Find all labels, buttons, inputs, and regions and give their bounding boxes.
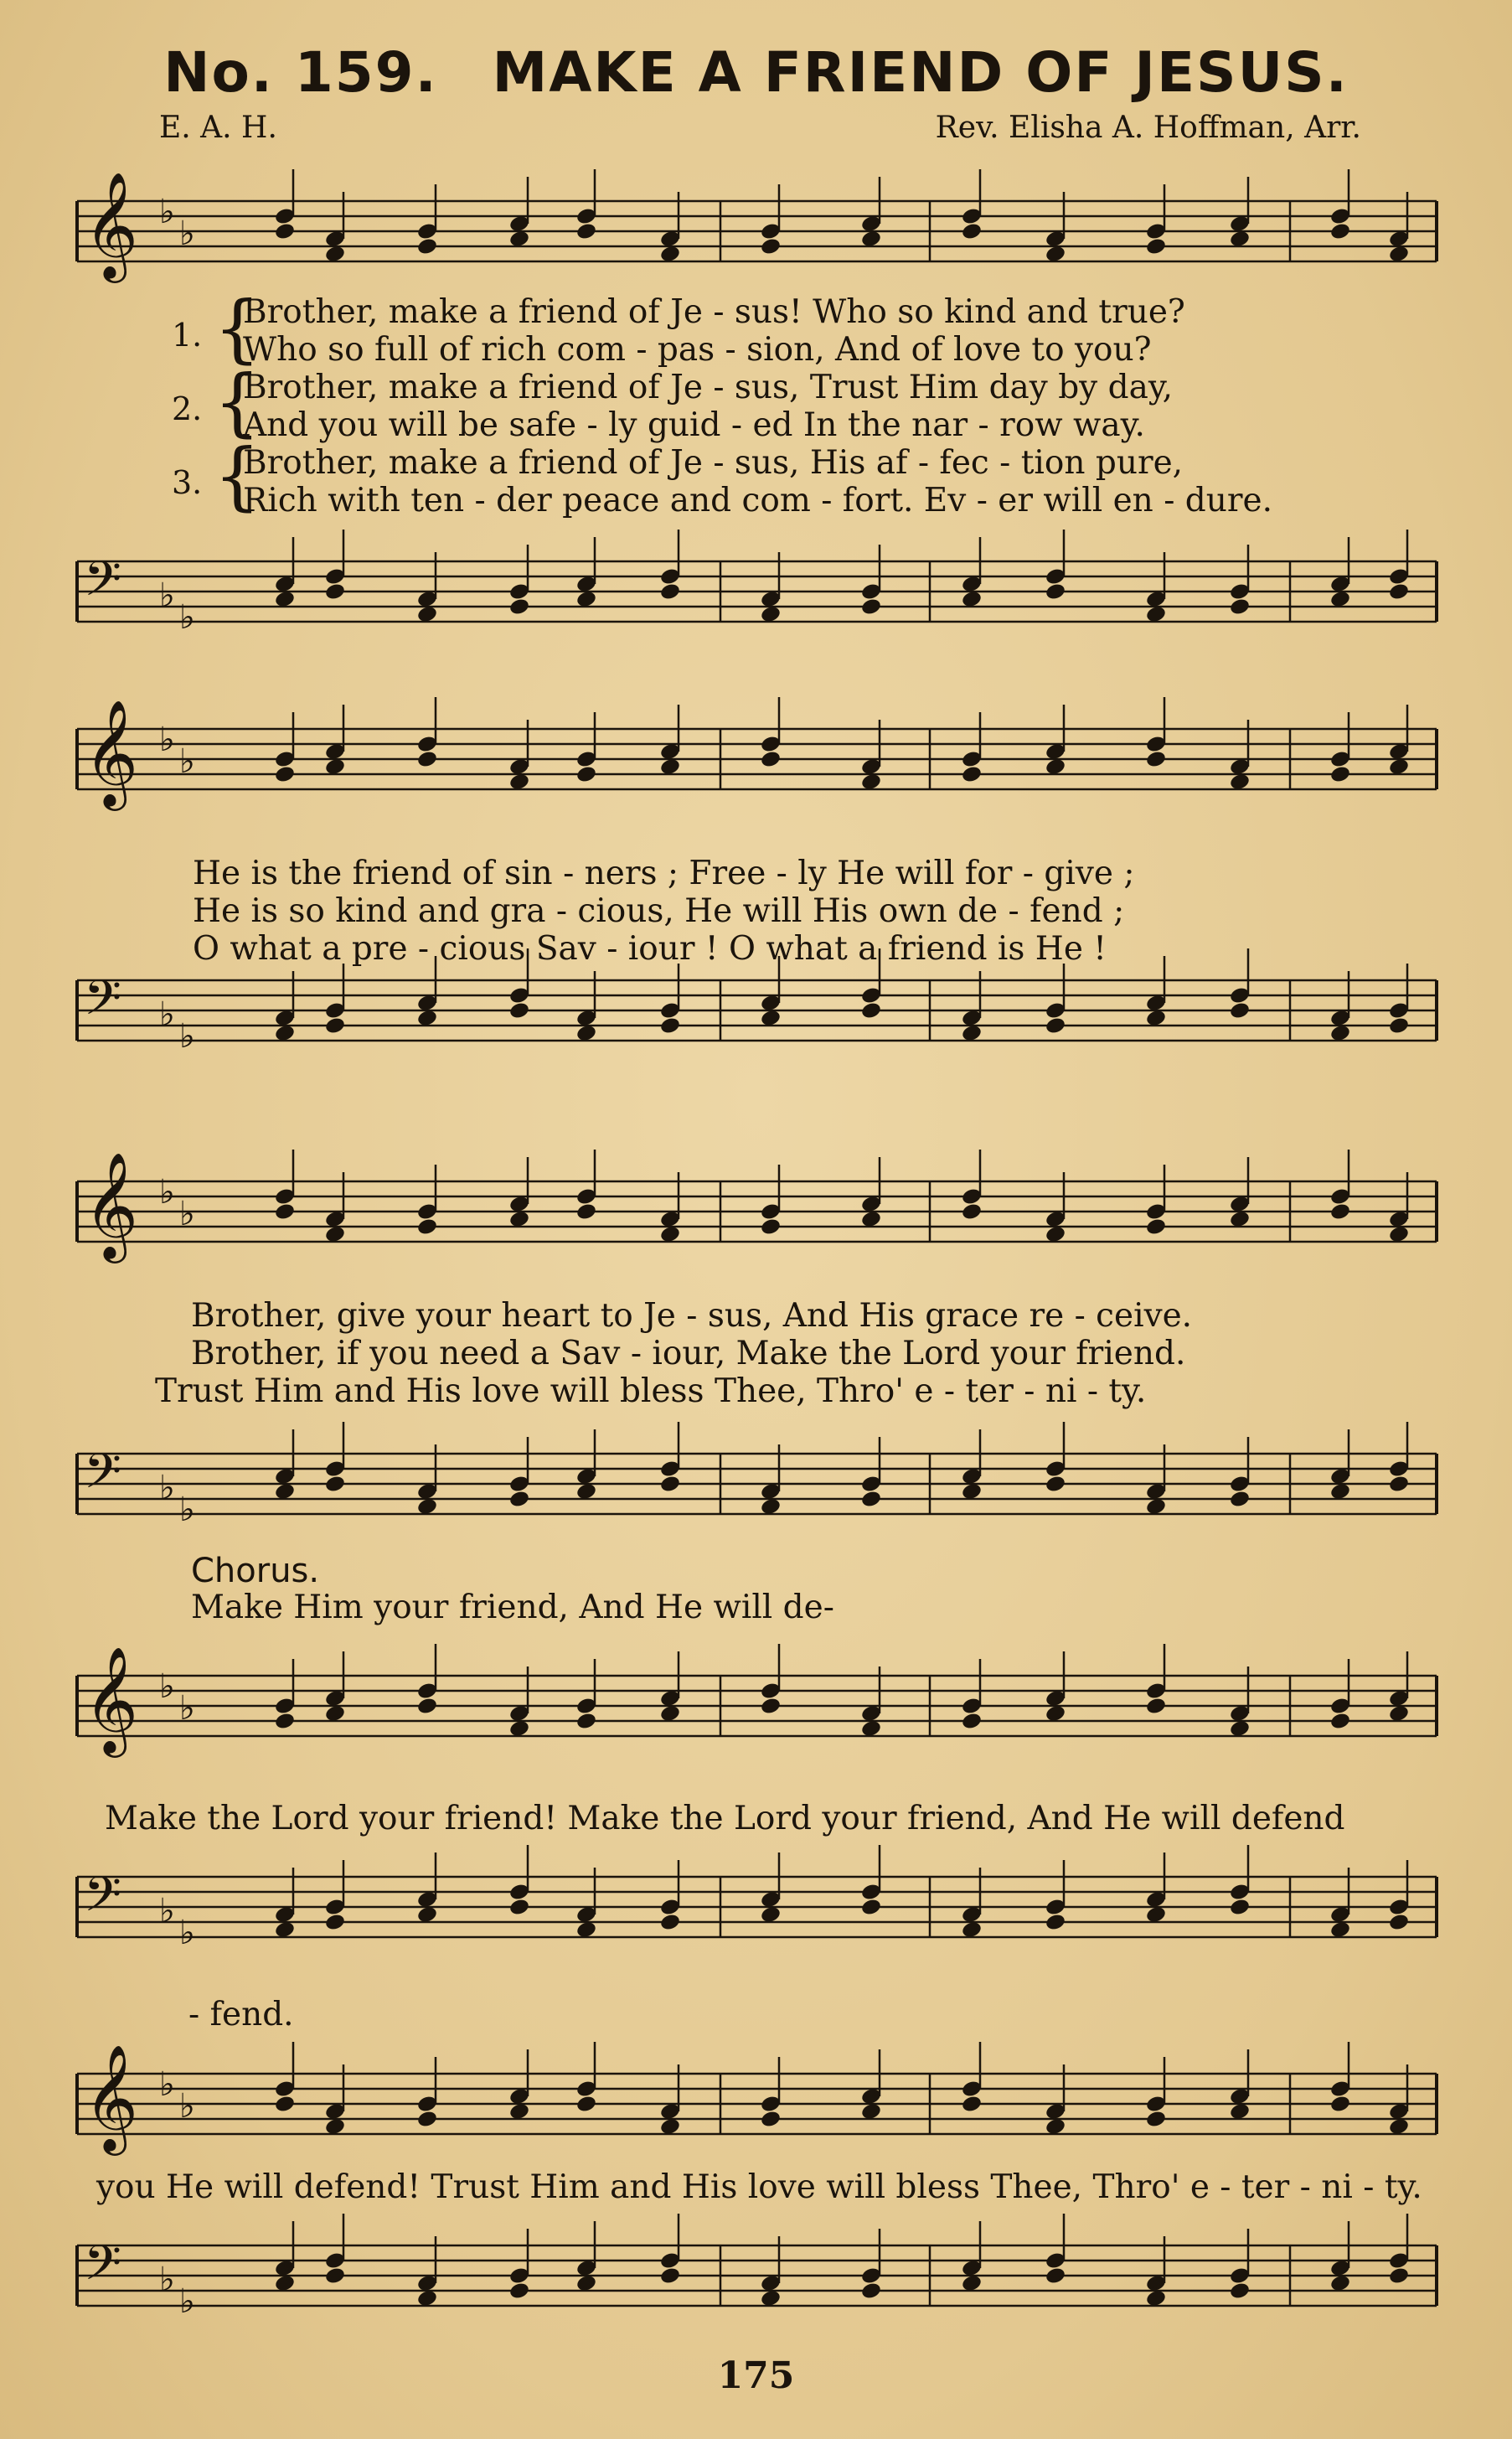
bass-staff-chorus-2 <box>0 2212 1512 2354</box>
svg-text:♭: ♭ <box>159 2065 175 2104</box>
verse-number-3: 3. <box>172 464 203 501</box>
svg-text:♭: ♭ <box>159 1667 175 1706</box>
lyric-line: He is the friend of sin - ners ; Free - ly He will for - give ; <box>193 855 1135 892</box>
lyric-line: Trust Him and His love will bless Thee, Thro' e - ter - ni - ty. <box>155 1372 1147 1410</box>
lyric-line: And you will be safe - ly guid - ed In the nar - row way. <box>243 406 1145 444</box>
svg-text:𝄢: 𝄢 <box>84 969 122 1038</box>
svg-text:♭: ♭ <box>179 1914 195 1952</box>
lyric-line: Brother, give your heart to Je - sus, And His grace re - ceive. <box>191 1297 1193 1335</box>
chorus-label: Chorus. <box>191 1552 320 1590</box>
svg-text:♭: ♭ <box>179 214 195 253</box>
svg-text:♭: ♭ <box>179 1195 195 1233</box>
lyricist-credit: E. A. H. <box>159 111 277 145</box>
svg-text:♭: ♭ <box>179 1491 195 1529</box>
svg-text:♭: ♭ <box>159 721 175 759</box>
svg-text:𝄞: 𝄞 <box>84 2044 139 2151</box>
svg-text:♭: ♭ <box>159 1173 175 1212</box>
svg-text:♭: ♭ <box>179 598 195 637</box>
svg-text:𝄞: 𝄞 <box>84 171 139 278</box>
treble-staff-chorus-2 <box>0 2040 1512 2183</box>
chorus-lower-lyric: Make the Lord your friend! Make the Lord your friend, And He will defend <box>105 1800 1345 1837</box>
hymn-number: No. 159. <box>163 40 438 105</box>
chorus-upper-lyric: Make Him your friend, And He will de- <box>191 1589 834 1626</box>
svg-text:♭: ♭ <box>159 995 175 1034</box>
bass-staff-chorus-1 <box>0 1843 1512 1986</box>
bass-staff-system-2 <box>0 947 1512 1089</box>
lyric-line: Brother, make a friend of Je - sus, Trust Him day by day, <box>243 369 1174 406</box>
svg-text:♭: ♭ <box>179 2282 195 2321</box>
svg-text:♭: ♭ <box>179 2087 195 2126</box>
svg-text:♭: ♭ <box>159 576 175 615</box>
verse-number-1: 1. <box>172 317 203 354</box>
svg-text:𝄞: 𝄞 <box>84 1646 139 1753</box>
svg-text:♭: ♭ <box>159 2261 175 2299</box>
svg-text:𝄢: 𝄢 <box>84 1443 122 1511</box>
page-number: 175 <box>717 2354 795 2397</box>
lyric-line: Who so full of rich com - pas - sion, And of love to you? <box>243 331 1152 369</box>
svg-text:♭: ♭ <box>179 1689 195 1728</box>
hymn-heading <box>0 40 1512 105</box>
lyric-line: Rich with ten - der peace and com - fort. Ev - er will en - dure. <box>243 482 1272 519</box>
chorus-end-lyric: - fend. <box>188 1996 294 2033</box>
svg-text:♭: ♭ <box>179 742 195 781</box>
lyric-line: O what a pre - cious Sav - iour ! O what a friend is He ! <box>193 930 1107 968</box>
svg-text:𝄢: 𝄢 <box>84 550 122 619</box>
verse-brace-1: { <box>214 285 261 371</box>
composer-credit: Rev. Elisha A. Hoffman, Arr. <box>935 111 1361 145</box>
svg-text:♭: ♭ <box>159 193 175 231</box>
final-lyric-line: you He will defend! Trust Him and His love will bless Thee, Thro' e - ter - ni - ty. <box>96 2168 1422 2206</box>
treble-staff-chorus-1 <box>0 1642 1512 1785</box>
lyric-line: He is so kind and gra - cious, He will His own de - fend ; <box>193 892 1125 930</box>
lyric-line: Brother, make a friend of Je - sus! Who so kind and true? <box>243 293 1185 331</box>
svg-text:♭: ♭ <box>159 1892 175 1930</box>
svg-text:♭: ♭ <box>179 1017 195 1056</box>
svg-text:𝄢: 𝄢 <box>84 2235 122 2303</box>
treble-staff-system-2 <box>0 695 1512 838</box>
svg-text:𝄢: 𝄢 <box>84 1866 122 1935</box>
bass-staff-system-3 <box>0 1420 1512 1563</box>
bass-staff-system-1 <box>0 528 1512 670</box>
lyric-line: Brother, make a friend of Je - sus, His af - fec - tion pure, <box>243 444 1184 482</box>
hymn-title: MAKE A FRIEND OF JESUS. <box>492 40 1349 105</box>
svg-text:𝄞: 𝄞 <box>84 1151 139 1258</box>
verse-brace-3: { <box>214 432 261 519</box>
svg-text:♭: ♭ <box>159 1469 175 1507</box>
verse-brace-2: { <box>214 359 261 445</box>
svg-text:𝄞: 𝄞 <box>84 699 139 806</box>
lyric-line: Brother, if you need a Sav - iour, Make the Lord your friend. <box>191 1335 1186 1372</box>
verse-number-2: 2. <box>172 390 203 427</box>
treble-staff-system-3 <box>0 1148 1512 1290</box>
